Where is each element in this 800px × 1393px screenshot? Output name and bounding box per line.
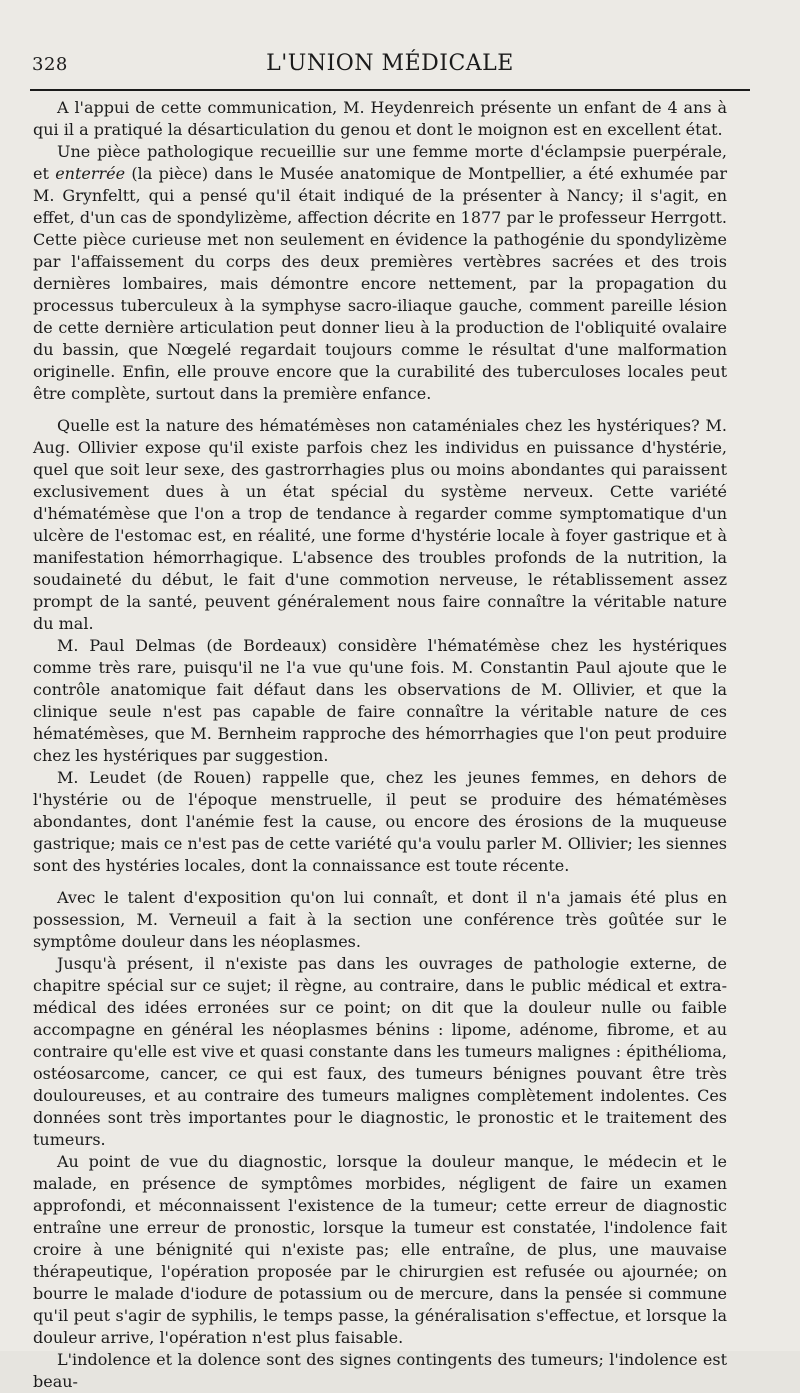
paragraph-spondylizeme-start: Une pièce pathologique recueillie sur une femme morte d'éclampsie puerpérale, et (33, 142, 727, 183)
section-gap (33, 405, 727, 415)
journal-title: L'UNION MÉDICALE (266, 51, 514, 76)
paragraph-diagnostic: Au point de vue du diagnostic, lorsque la douleur manque, le médecin et le malade, en présence de symptômes morbides, négligent de faire un examen approfondi, et méconnaissent l'existence de la tumeur; cette erreur de diagnostic entraîne une erreur de pronostic, lorsque la tumeur est constatée, l'indolence fait croire à une bénignité qui n'existe pas; elle entraîne, de plus, une mauvaise thérapeutique, l'opération proposée par le chirurgien est refusée ou ajournée; on bourre le malade d'iodure de potassium ou de mercure, dans la pensée si commune qu'il peut s'agir de syphilis, le temps passe, la généralisation s'effectue, et lorsque la douleur arrive, l'opération n'est plus faisable. (33, 1152, 727, 1347)
emphasis-enterree: enterrée (55, 164, 126, 183)
page-number: 328 (32, 54, 68, 75)
article-body (33, 97, 727, 1393)
paragraph-hematemeses: Quelle est la nature des hématémèses non cataméniales chez les hystériques? M. Aug. Ollivier expose qu'il existe parfois chez les individus en puissance d'hystérie, quel que soit leur sexe, des gastrorrhagies plus ou moins abondantes qui paraissent exclusivement dues à un état spécial du système nerveux. Cette variété d'hématémèse que l'on a trop de tendance à regarder comme symptomatique d'un ulcère de l'estomac est, en réalité, une forme d'hystérie locale à foyer gastrique et à manifestation hémorrhagique. L'absence des troubles profonds de la nutrition, la soudaineté du début, le fait d'une commotion nerveuse, le rétablissement assez prompt de la santé, peuvent généralement nous faire connaître la véritable nature du mal. (33, 416, 727, 633)
paragraph-spondylizeme (33, 141, 727, 405)
paragraph-leudet: M. Leudet (de Rouen) rappelle que, chez les jeunes femmes, en dehors de l'hystérie ou de l'époque menstruelle, il peut se produire des hématémèses abondantes, dont l'anémie fest la cause, ou encore des érosions de la muqueuse gastrique; mais ce n'est pas de cette variété qu'a voulu parler M. Ollivier; les siennes sont des hystéries locales, dont la connaissance est toute récente. (33, 768, 727, 875)
paragraph-indolence: L'indolence et la dolence sont des signes contingents des tumeurs; l'indolence est beau- (33, 1350, 727, 1391)
section-gap (33, 877, 727, 887)
paragraph-jusqu-a-present: Jusqu'à présent, il n'existe pas dans les ouvrages de pathologie externe, de chapitre spécial sur ce sujet; il règne, au contraire, dans le public médical et extra-médical des idées erronées sur ce point; on dit que la douleur nulle ou faible accompagne en général les néoplasmes bénins : lipome, adénome, fibrome, et au contraire qu'elle est vive et quasi constante dans les tumeurs malignes : épithélioma, ostéosarcome, cancer, ce qui est faux, des tumeurs bénignes pouvant être très douloureuses, et au contraire des tumeurs malignes complètement indolentes. Ces données sont très importantes pour le diagnostic, le pronostic et le traitement des tumeurs. (33, 954, 727, 1149)
header-rule (30, 89, 750, 91)
paragraph-delmas: M. Paul Delmas (de Bordeaux) considère l'hématémèse chez les hystériques comme très rare, puisqu'il ne l'a vue qu'une fois. M. Constantin Paul ajoute que le contrôle anatomique fait défaut dans les observations de M. Ollivier, et que la clinique seule n'est pas capable de faire connaître la véritable nature de ces hématémèses, que M. Bernheim rapproche des hémorrhagies que l'on peut produire chez les hystériques par suggestion. (33, 636, 727, 765)
paragraph-heydenreich: A l'appui de cette communication, M. Heydenreich présente un enfant de 4 ans à qui il a pratiqué la désarticulation du genou et dont le moignon est en excellent état. (33, 98, 727, 139)
paragraph-verneuil: Avec le talent d'exposition qu'on lui connaît, et dont il n'a jamais été plus en possession, M. Verneuil a fait à la section une conférence très goûtée sur le symptôme douleur dans les néoplasmes. (33, 888, 727, 951)
paragraph-spondylizeme-rest: (la pièce) dans le Musée anatomique de Montpellier, a été exhumée par M. Grynfeltt, qui a pensé qu'il était indiqué de la présenter à Nancy; il s'agit, en effet, d'un cas de spondylizème, affection décrite en 1877 par le professeur Herrgott. Cette pièce curieuse met non seulement en évidence la pathogénie du spondylizème par l'affaissement du corps des deux premières vertèbres sacrées et des trois dernières lombaires, mais démontre encore nettement, par la propagation du processus tuberculeux à la symphyse sacro-iliaque gauche, comment pareille lésion de cette dernière articulation peut donner lieu à la production de l'obliquité ovalaire du bassin, que Nœgelé regardait toujours comme le résultat d'une malformation originelle. Enfin, elle prouve encore que la curabilité des tuberculoses locales peut être complète, surtout dans la première enfance. (33, 164, 728, 403)
running-header (30, 48, 750, 78)
